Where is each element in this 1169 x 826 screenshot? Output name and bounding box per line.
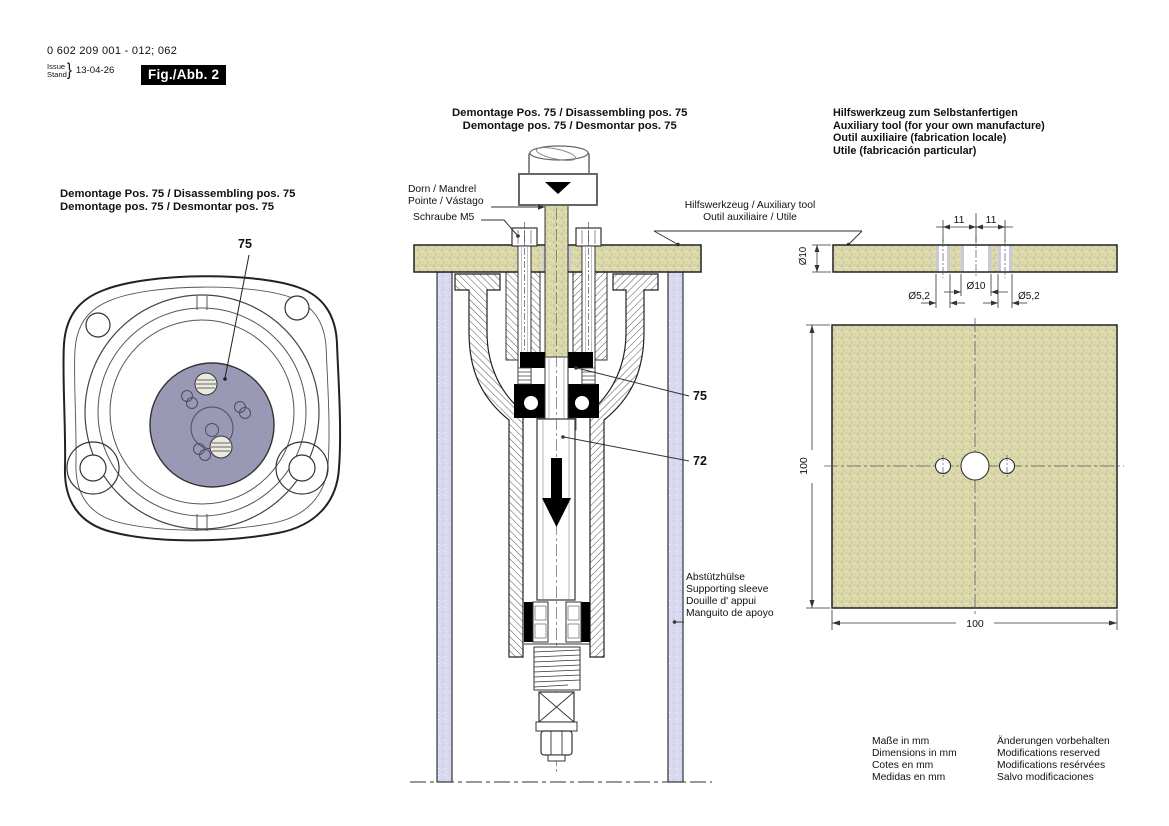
auxiliary-tool-label-line1: Hilfswerkzeug / Auxiliary tool [684, 200, 816, 211]
dim-d10-thickness: Ø10 [798, 246, 809, 266]
footer-units-line4: Medidas en mm [872, 772, 946, 783]
footer-units-line3: Cotes en mm [872, 760, 934, 771]
left-view-title-line2: Demontage pos. 75 / Desmontar pos. 75 [60, 200, 275, 213]
screw-head [210, 436, 232, 458]
footer-notice-line3: Modifications resérvées [997, 760, 1106, 771]
right-view-title-line2: Auxiliary tool (for your own manufacture) [833, 119, 1045, 132]
issue-stand-block [47, 62, 114, 79]
issue-date: 13-04-26 [75, 65, 115, 76]
footer-notice-line2: Modifications reserved [997, 748, 1101, 759]
dim-hole-spacing [936, 213, 1013, 242]
threaded-section [534, 647, 580, 690]
footer-notice-line4: Salvo modificaciones [997, 772, 1094, 783]
sleeve-label [686, 572, 774, 620]
dim-thickness [812, 245, 831, 272]
figure-number-badge: Fig./Abb. 2 [141, 65, 226, 85]
screw-label: Schraube M5 [413, 212, 475, 223]
center-view-title-line1: Demontage Pos. 75 / Disassembling pos. 75 [452, 107, 688, 119]
callout-75-center: 75 [693, 389, 707, 403]
supporting-sleeve-right [668, 272, 683, 782]
mandrel-label-line2: Pointe / Vástago [408, 196, 484, 207]
mandrel-label-line1: Dorn / Mandrel [408, 184, 477, 195]
footer-notice [997, 736, 1110, 784]
center-view-title-line2: Demontage pos. 75 / Desmontar pos. 75 [462, 119, 677, 132]
brace-glyph: } [66, 60, 72, 81]
right-view-title-line4: Utile (fabricación particular) [833, 144, 977, 157]
dim-11-left: 11 [953, 214, 965, 226]
spindle-end [536, 692, 577, 761]
callout-75-left: 75 [238, 237, 252, 251]
dim-d10-center-hole: Ø10 [966, 281, 986, 292]
part-number: 0 602 209 001 - 012; 062 [47, 45, 178, 57]
left-view-title [60, 188, 295, 213]
tool-plate-top-view [798, 318, 1124, 630]
screw-head [195, 373, 217, 395]
dim-d52-right: Ø5,2 [1018, 291, 1040, 302]
footer-notice-line1: Änderungen vorbehalten [997, 736, 1110, 747]
footer-units-line2: Dimensions in mm [872, 748, 957, 759]
footer-units [872, 736, 957, 784]
sleeve-label-line1: Abstützhülse [686, 572, 745, 583]
dim-100-height: 100 [798, 457, 810, 475]
dim-100-width: 100 [966, 618, 984, 630]
left-view-title-line1: Demontage Pos. 75 / Disassembling pos. 75 [60, 188, 296, 200]
supporting-sleeve-left [437, 272, 452, 782]
auxiliary-tool-label [655, 200, 845, 224]
mandrel-label [408, 184, 484, 208]
bearing [524, 602, 590, 644]
right-view-title [833, 107, 1045, 157]
part-75-disc [150, 363, 274, 487]
right-view-title-line3: Outil auxiliaire (fabrication locale) [833, 132, 1007, 145]
dim-11-right: 11 [985, 214, 997, 226]
callout-72-center: 72 [693, 454, 707, 468]
stand-label: Stand [47, 69, 67, 79]
footer-units-line1: Maße in mm [872, 736, 930, 747]
sleeve-label-line3: Douille d' appui [686, 596, 757, 607]
dim-d52-left: Ø5,2 [908, 291, 930, 302]
flange-top-view [63, 255, 340, 540]
right-view-title-line1: Hilfswerkzeug zum Selbstanfertigen [833, 107, 1018, 119]
assembly-section-view [410, 145, 862, 782]
auxiliary-tool-label-line2: Outil auxiliaire / Utile [703, 212, 797, 223]
center-view-title [452, 107, 687, 132]
tool-bar-section [798, 213, 1117, 308]
issue-label: Issue [47, 61, 66, 71]
sleeve-label-line4: Manguito de apoyo [686, 608, 774, 619]
sleeve-label-line2: Supporting sleeve [686, 584, 769, 595]
press-arrow-shaft [551, 458, 562, 500]
